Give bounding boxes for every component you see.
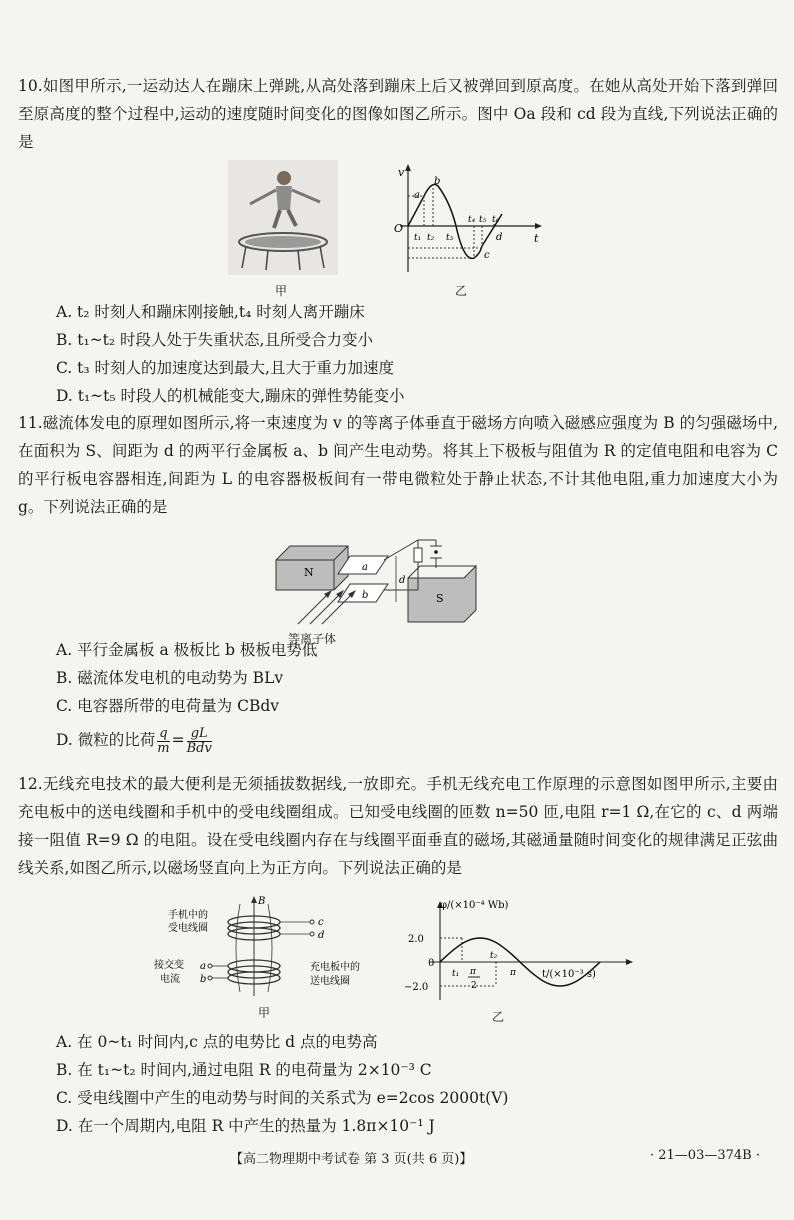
point-b-label: b xyxy=(434,176,441,187)
tick-y-pos: 2.0 xyxy=(408,934,424,945)
ac-source-label-1: 接交变 xyxy=(154,960,184,971)
ac-source-label-2: 电流 xyxy=(160,974,180,985)
plate-a-label: a xyxy=(362,562,368,573)
axis-t-label-2: t/(×10⁻³ s) xyxy=(542,969,596,980)
q10-option-a: A. t₂ 时刻人和蹦床刚接触,t₄ 时刻人离开蹦床 xyxy=(56,303,365,321)
question-11 xyxy=(18,409,778,521)
transmitter-coil-label-1: 充电板中的 xyxy=(310,962,360,973)
question-11-stem: 11.磁流体发电的原理如图所示,将一束速度为 v 的等离子体垂直于磁场方向喷入磁感应强度为 B 的匀强磁场中,在面积为 S、间距为 d 的两平行金属板 a、b 间产生电动势。将其上下极板与阻值为 R 的定值电阻和电容为 C 的平行板电容器相连,间距为 L 的电容器极板间有一带电微粒处于静止状态,不计其他电阻,重力加速度大小为 g。下列说法正确的是 xyxy=(18,414,778,516)
figure-caption-yi: 乙 xyxy=(455,284,468,298)
q11-option-b: B. 磁流体发电机的电动势为 BLv xyxy=(56,669,284,687)
plasma-caption: 等离子体 xyxy=(288,632,337,646)
tick-half-den: 2 xyxy=(471,981,477,991)
q11-option-a: A. 平行金属板 a 极板比 b 极板电势低 xyxy=(56,641,318,659)
terminal-b-label: b xyxy=(200,974,207,985)
tick-t1: t₁ xyxy=(414,233,422,243)
receiver-coil-label-2: 受电线圈 xyxy=(168,923,208,934)
q11-option-d: D. 微粒的比荷 $\frac{q}{m}$ = $\frac{gL}{\text{Bdv}}$ xyxy=(56,725,212,756)
plate-b-label: b xyxy=(362,590,369,601)
tick-t2-2: t₂ xyxy=(490,951,498,961)
axis-v-label: v xyxy=(398,166,405,179)
fraction-gl-over-bdv: $\frac{gL}{\text{Bdv}}$ xyxy=(186,725,212,756)
gap-d-label: d xyxy=(399,575,406,586)
receiver-coil-label-1: 手机中的 xyxy=(168,910,208,921)
tick-t4: t₄ xyxy=(468,215,476,225)
magnet-n-label: N xyxy=(304,566,314,579)
question-12 xyxy=(18,770,778,882)
q12-option-d: D. 在一个周期内,电阻 R 中产生的热量为 1.8π×10⁻¹ J xyxy=(56,1117,435,1135)
axis-phi-label: φ/(×10⁻⁴ Wb) xyxy=(440,900,509,911)
tick-t6: t₆ xyxy=(492,215,500,225)
tick-half-num: π xyxy=(470,967,476,977)
tick-t1-2: t₁ xyxy=(452,969,460,979)
question-12-stem: 12.无线充电技术的最大便利是无须插拔数据线,一放即充。手机无线充电工作原理的示意图如图甲所示,主要由充电板中的送电线圈和手机中的受电线圈组成。已知受电线圈的匝数 n=50 匝,电阻 r=1 Ω,在它的 c、d 两端接一阻值 R=9 Ω 的电阻。设在受电线圈内存在与线圈平面垂直的磁场,其磁通量随时间变化的规律满足正弦曲线关系,如图乙所示,以磁场竖直向上为正方向。下列说法正确的是 xyxy=(18,775,778,877)
magnet-s-label: S xyxy=(436,592,444,605)
fraction-q-over-m: $\frac{q}{m}$ xyxy=(157,725,170,756)
q12-option-a: A. 在 0~t₁ 时间内,c 点的电势比 d 点的电势高 xyxy=(56,1033,378,1051)
mhd-generator-figure xyxy=(268,520,498,630)
page-footer-center: 【高二物理期中考试卷 第 3 页(共 6 页)】 xyxy=(230,1152,473,1167)
question-10 xyxy=(18,72,778,156)
tick-t5: t₅ xyxy=(479,215,487,225)
page-footer-code: · 21—03—374B · xyxy=(650,1148,760,1163)
point-c-label: c xyxy=(484,250,490,261)
figure-caption-yi-2: 乙 xyxy=(492,1010,505,1024)
q11-option-c: C. 电容器所带的电荷量为 CBdv xyxy=(56,697,280,715)
terminal-d-label: d xyxy=(318,930,325,941)
axis-t-label: t xyxy=(534,232,539,245)
q10-option-c: C. t₃ 时刻人的加速度达到最大,且大于重力加速度 xyxy=(56,359,394,377)
flux-time-graph xyxy=(400,896,640,1004)
wireless-coil-figure xyxy=(150,892,380,1002)
tick-t3: t₃ xyxy=(446,233,454,243)
tick-zero: 0 xyxy=(428,958,435,969)
figure-caption-jia-2: 甲 xyxy=(258,1006,271,1020)
q12-option-b: B. 在 t₁~t₂ 时间内,通过电阻 R 的电荷量为 2×10⁻³ C xyxy=(56,1061,432,1079)
origin-label: O xyxy=(394,222,404,235)
figure-caption-jia: 甲 xyxy=(275,284,288,298)
q12-option-c: C. 受电线圈中产生的电动势与时间的关系式为 e=2cos 2000t(V) xyxy=(56,1089,509,1107)
tick-t2: t₂ xyxy=(427,233,435,243)
q10-option-d: D. t₁~t₅ 时段人的机械能变大,蹦床的弹性势能变小 xyxy=(56,387,405,405)
velocity-time-graph xyxy=(390,162,550,280)
transmitter-coil-label-2: 送电线圈 xyxy=(310,976,350,987)
point-a-label: a xyxy=(414,190,420,201)
point-d-label: d xyxy=(496,232,503,243)
tick-pi: π xyxy=(510,968,516,978)
tick-y-neg: −2.0 xyxy=(404,982,429,993)
question-10-stem: 10.如图甲所示,一运动达人在蹦床上弹跳,从高处落到蹦床上后又被弹回到原高度。在她从高处开始下落到弹回至原高度的整个过程中,运动的速度随时间变化的图像如图乙所示。图中 Oa 段和 cd 段为直线,下列说法正确的是 xyxy=(18,77,778,151)
terminal-c-label: c xyxy=(318,917,324,928)
q10-option-b: B. t₁~t₂ 时段人处于失重状态,且所受合力变小 xyxy=(56,331,373,349)
field-b-label: B xyxy=(258,896,266,907)
trampoline-photo xyxy=(228,160,338,275)
terminal-a-label: a xyxy=(200,961,206,972)
